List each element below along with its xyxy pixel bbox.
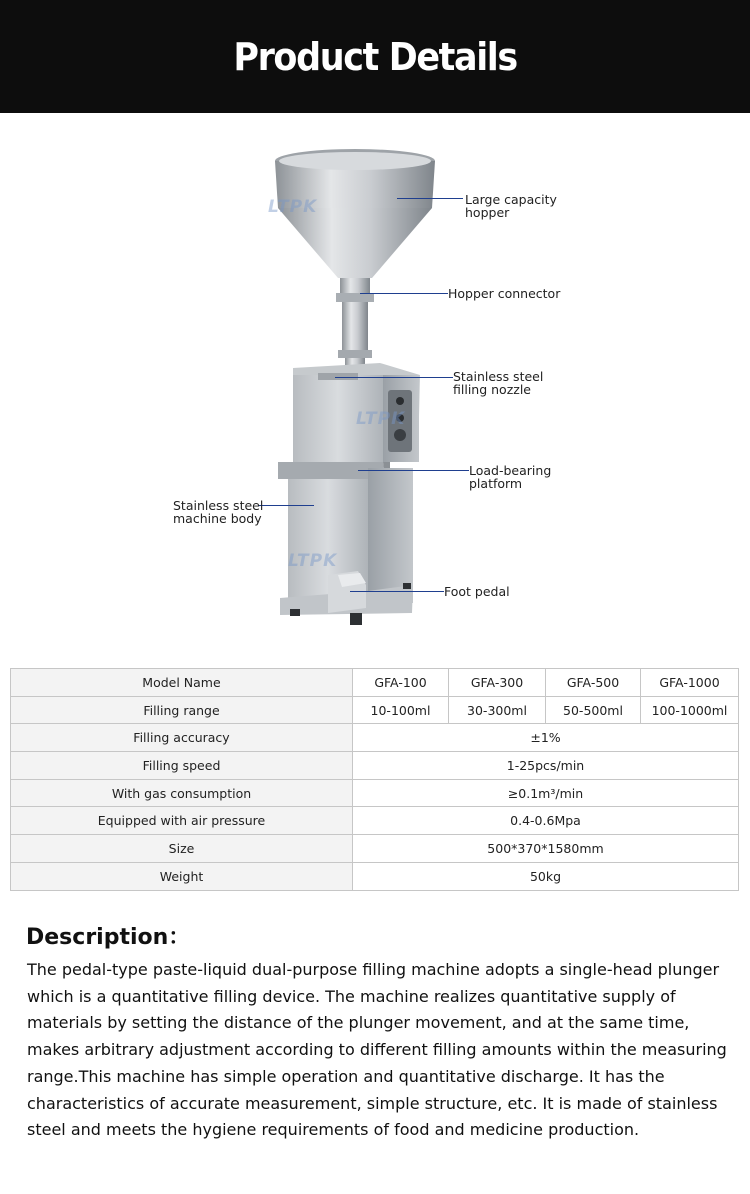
table-cell: With gas consumption bbox=[11, 779, 353, 807]
watermark-top: LTPK bbox=[268, 197, 318, 217]
label-connector: Hopper connector bbox=[448, 286, 561, 301]
leader-nozzle bbox=[335, 377, 453, 378]
table-row bbox=[11, 862, 739, 890]
description-title: Description： bbox=[26, 925, 191, 950]
table-cell: Size bbox=[11, 835, 353, 863]
table-cell: Weight bbox=[11, 862, 353, 890]
table-cell: 30-300ml bbox=[449, 696, 546, 724]
table-row bbox=[11, 669, 739, 697]
table-cell: Filling accuracy bbox=[11, 724, 353, 752]
watermark-middle: LTPK bbox=[356, 409, 406, 429]
table-row bbox=[11, 752, 739, 780]
leader-connector bbox=[360, 293, 448, 294]
table-cell: GFA-100 bbox=[353, 669, 449, 697]
spec-table bbox=[10, 668, 739, 891]
table-cell: 1-25pcs/min bbox=[353, 752, 739, 780]
table-row bbox=[11, 696, 739, 724]
description-body: The pedal-type paste-liquid dual-purpose filling machine adopts a single-head plunger which is a quantitative filling device. The machine realizes quantitative supply of materials by setting the distance of the plunger movement, and at the same time, makes arbitrary adjustment according to different filling amounts within the measuring range.This machine has simple operation and quantitative discharge. It has the characteristics of accurate measurement, simple structure, etc. It is made of stainless steel and meets the hygiene requirements of food and medicine production. bbox=[27, 960, 727, 1140]
table-cell: GFA-300 bbox=[449, 669, 546, 697]
table-cell: Filling range bbox=[11, 696, 353, 724]
table-cell: 100-1000ml bbox=[641, 696, 739, 724]
label-nozzle: Stainless steel filling nozzle bbox=[453, 369, 544, 397]
table-row bbox=[11, 835, 739, 863]
table-cell: Filling speed bbox=[11, 752, 353, 780]
leader-hopper bbox=[397, 198, 463, 199]
foot-pedal bbox=[328, 571, 366, 613]
leader-platform bbox=[358, 470, 469, 471]
table-cell: 10-100ml bbox=[353, 696, 449, 724]
leader-body bbox=[258, 505, 314, 506]
header-banner bbox=[0, 0, 750, 113]
table-cell: 50-500ml bbox=[546, 696, 641, 724]
table-row bbox=[11, 779, 739, 807]
table-cell: 50kg bbox=[353, 862, 739, 890]
table-cell: GFA-1000 bbox=[641, 669, 739, 697]
table-row bbox=[11, 724, 739, 752]
table-cell: GFA-500 bbox=[546, 669, 641, 697]
hopper-connector bbox=[336, 293, 374, 373]
table-cell: 0.4-0.6Mpa bbox=[353, 807, 739, 835]
label-hopper: Large capacity hopper bbox=[465, 192, 557, 220]
label-body: Stainless steel machine body bbox=[173, 498, 264, 526]
table-cell: Equipped with air pressure bbox=[11, 807, 353, 835]
table-row bbox=[11, 807, 739, 835]
filling-machine-illustration bbox=[0, 113, 750, 668]
leader-pedal bbox=[350, 591, 444, 592]
hopper bbox=[275, 149, 435, 298]
page-title: Product Details bbox=[233, 34, 517, 79]
label-platform: Load-bearing platform bbox=[469, 463, 552, 491]
table-cell: Model Name bbox=[11, 669, 353, 697]
table-cell: ≥0.1m³/min bbox=[353, 779, 739, 807]
product-figure bbox=[0, 113, 750, 668]
watermark-bottom: LTPK bbox=[288, 551, 338, 571]
label-pedal: Foot pedal bbox=[444, 584, 510, 599]
table-cell: ±1% bbox=[353, 724, 739, 752]
table-cell: 500*370*1580mm bbox=[353, 835, 739, 863]
